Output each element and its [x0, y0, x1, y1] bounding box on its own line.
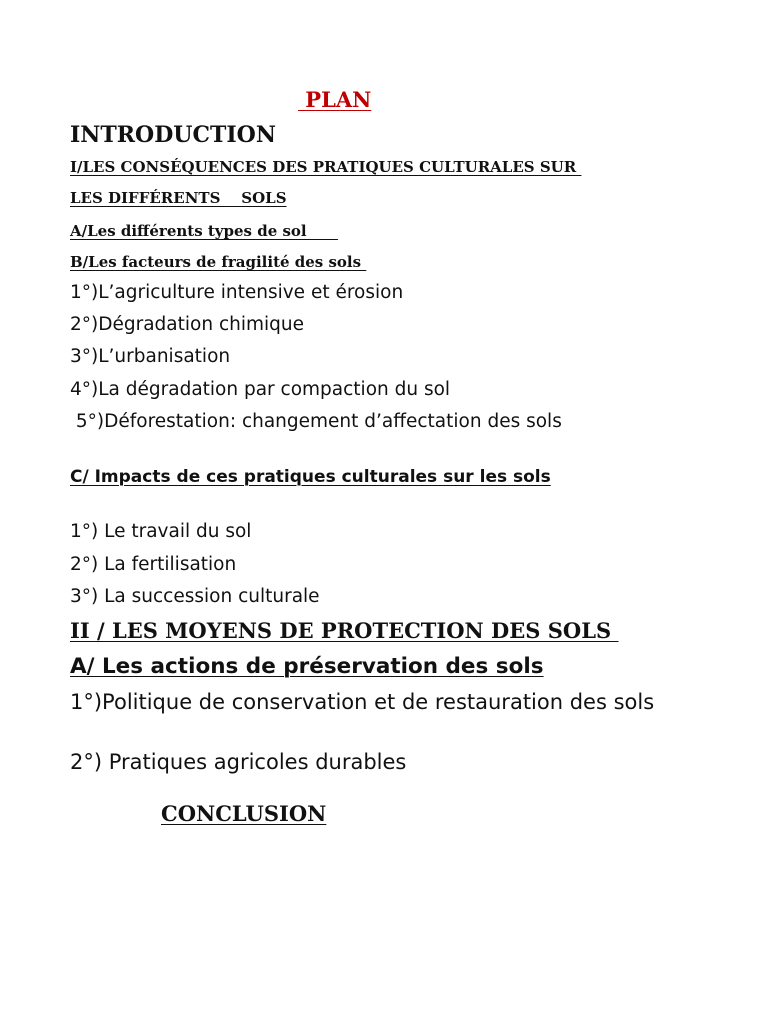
- section-2-item-2: 2°) Pratiques agricoles durables: [70, 750, 407, 774]
- factor-item-3: 3°)L’urbanisation: [70, 346, 231, 367]
- impact-item-3: 3°) La succession culturale: [70, 586, 320, 607]
- plan-title: PLAN: [298, 87, 372, 112]
- impact-item-2: 2°) La fertilisation: [70, 554, 237, 575]
- factor-item-2: 2°)Dégradation chimique: [70, 314, 304, 335]
- section-1-title-line-2: LES DIFFÉRENTS SOLS: [70, 189, 287, 207]
- conclusion-heading: CONCLUSION: [161, 801, 327, 826]
- factor-item-5: 5°)Déforestation: changement d’affectation des sols: [70, 411, 562, 432]
- section-2-item-1: 1°)Politique de conservation et de restauration des sols: [70, 690, 655, 714]
- section-1-title-line-1: I/LES CONSÉQUENCES DES PRATIQUES CULTURALES SUR: [70, 158, 582, 176]
- subsection-b-heading: B/Les facteurs de fragilité des sols: [70, 253, 367, 271]
- section-2-title: II / LES MOYENS DE PROTECTION DES SOLS: [70, 618, 619, 643]
- introduction-heading: INTRODUCTION: [70, 122, 276, 148]
- impact-item-1: 1°) Le travail du sol: [70, 521, 252, 542]
- factor-item-4: 4°)La dégradation par compaction du sol: [70, 379, 451, 400]
- subsection-c-heading: C/ Impacts de ces pratiques culturales sur les sols: [70, 467, 551, 487]
- section-2-subsection-a: A/ Les actions de préservation des sols: [70, 654, 544, 679]
- factor-item-1: 1°)L’agriculture intensive et érosion: [70, 282, 404, 303]
- subsection-a-heading: A/Les différents types de sol: [70, 222, 338, 240]
